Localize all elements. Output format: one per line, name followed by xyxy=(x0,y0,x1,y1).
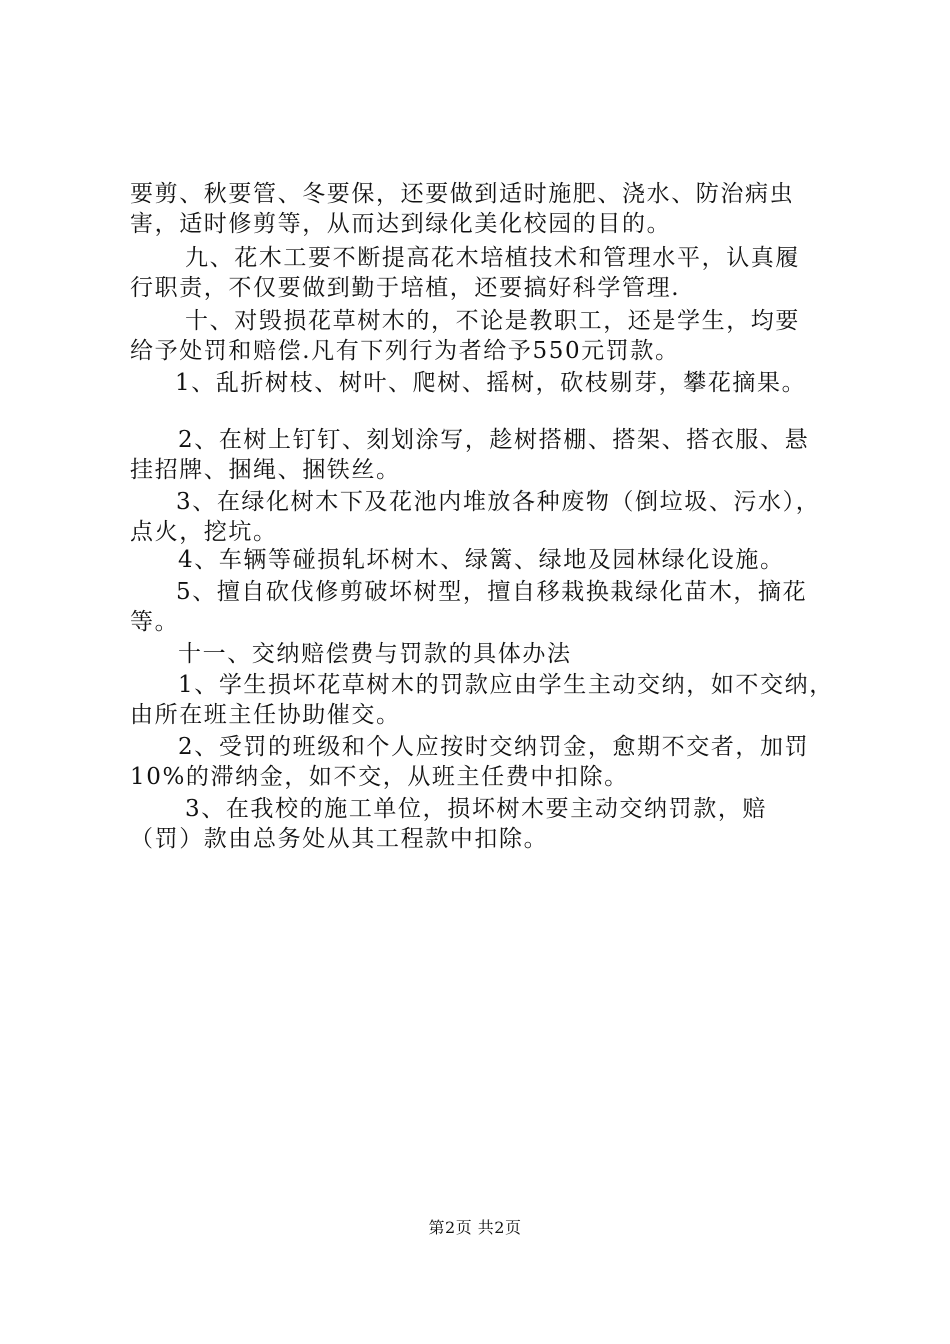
list-item-2: 2、在树上钉钉、刻划涂写，趁树搭棚、搭架、搭衣服、悬 xyxy=(178,427,810,453)
list-item-1: 1、乱折树枝、树叶、爬树、摇树，砍枝剔芽，攀花摘果。 xyxy=(175,370,807,396)
text-line: 要剪、秋要管、冬要保，还要做到适时施肥、浇水、防治病虫 xyxy=(130,181,795,207)
text-line: 由所在班主任协助催交。 xyxy=(130,702,401,728)
list-item-4: 4、车辆等碰损轧坏树木、绿篱、绿地及园林绿化设施。 xyxy=(178,547,785,573)
section-eleven-heading: 十一、交纳赔偿费与罚款的具体办法 xyxy=(178,641,572,667)
list-item-penalty-1: 1、学生损坏花草树木的罚款应由学生主动交纳，如不交纳， xyxy=(178,672,834,698)
text-line: 点火，挖坑。 xyxy=(130,519,278,545)
list-item-5: 5、擅自砍伐修剪破坏树型，擅自移栽换栽绿化苗木，摘花 xyxy=(176,579,808,605)
list-item-3: 3、在绿化树木下及花池内堆放各种废物（倒垃圾、污水）， xyxy=(176,489,821,515)
paragraph-ten-line: 十、对毁损花草树木的，不论是教职工，还是学生，均要 xyxy=(185,308,800,334)
text-line: 害，适时修剪等，从而达到绿化美化校园的目的。 xyxy=(130,211,672,237)
list-item-penalty-2: 2、受罚的班级和个人应按时交纳罚金，愈期不交者，加罚 xyxy=(178,734,810,760)
page-number-footer: 第2页 共2页 xyxy=(428,1218,522,1237)
text-line: 等。 xyxy=(130,609,180,635)
list-item-penalty-3: 3、在我校的施工单位，损坏树木要主动交纳罚款，赔 xyxy=(185,796,768,822)
paragraph-nine-line: 九、花木工要不断提高花木培植技术和管理水平，认真履 xyxy=(185,245,800,271)
text-line: 10%的滞纳金，如不交，从班主任费中扣除。 xyxy=(130,764,629,790)
text-line: 给予处罚和赔偿.凡有下列行为者给予550元罚款。 xyxy=(130,338,680,364)
text-line: 行职责，不仅要做到勤于培植，还要搞好科学管理. xyxy=(130,275,681,301)
text-line: 挂招牌、捆绳、捆铁丝。 xyxy=(130,457,401,483)
text-line: （罚）款由总务处从其工程款中扣除。 xyxy=(130,826,549,852)
